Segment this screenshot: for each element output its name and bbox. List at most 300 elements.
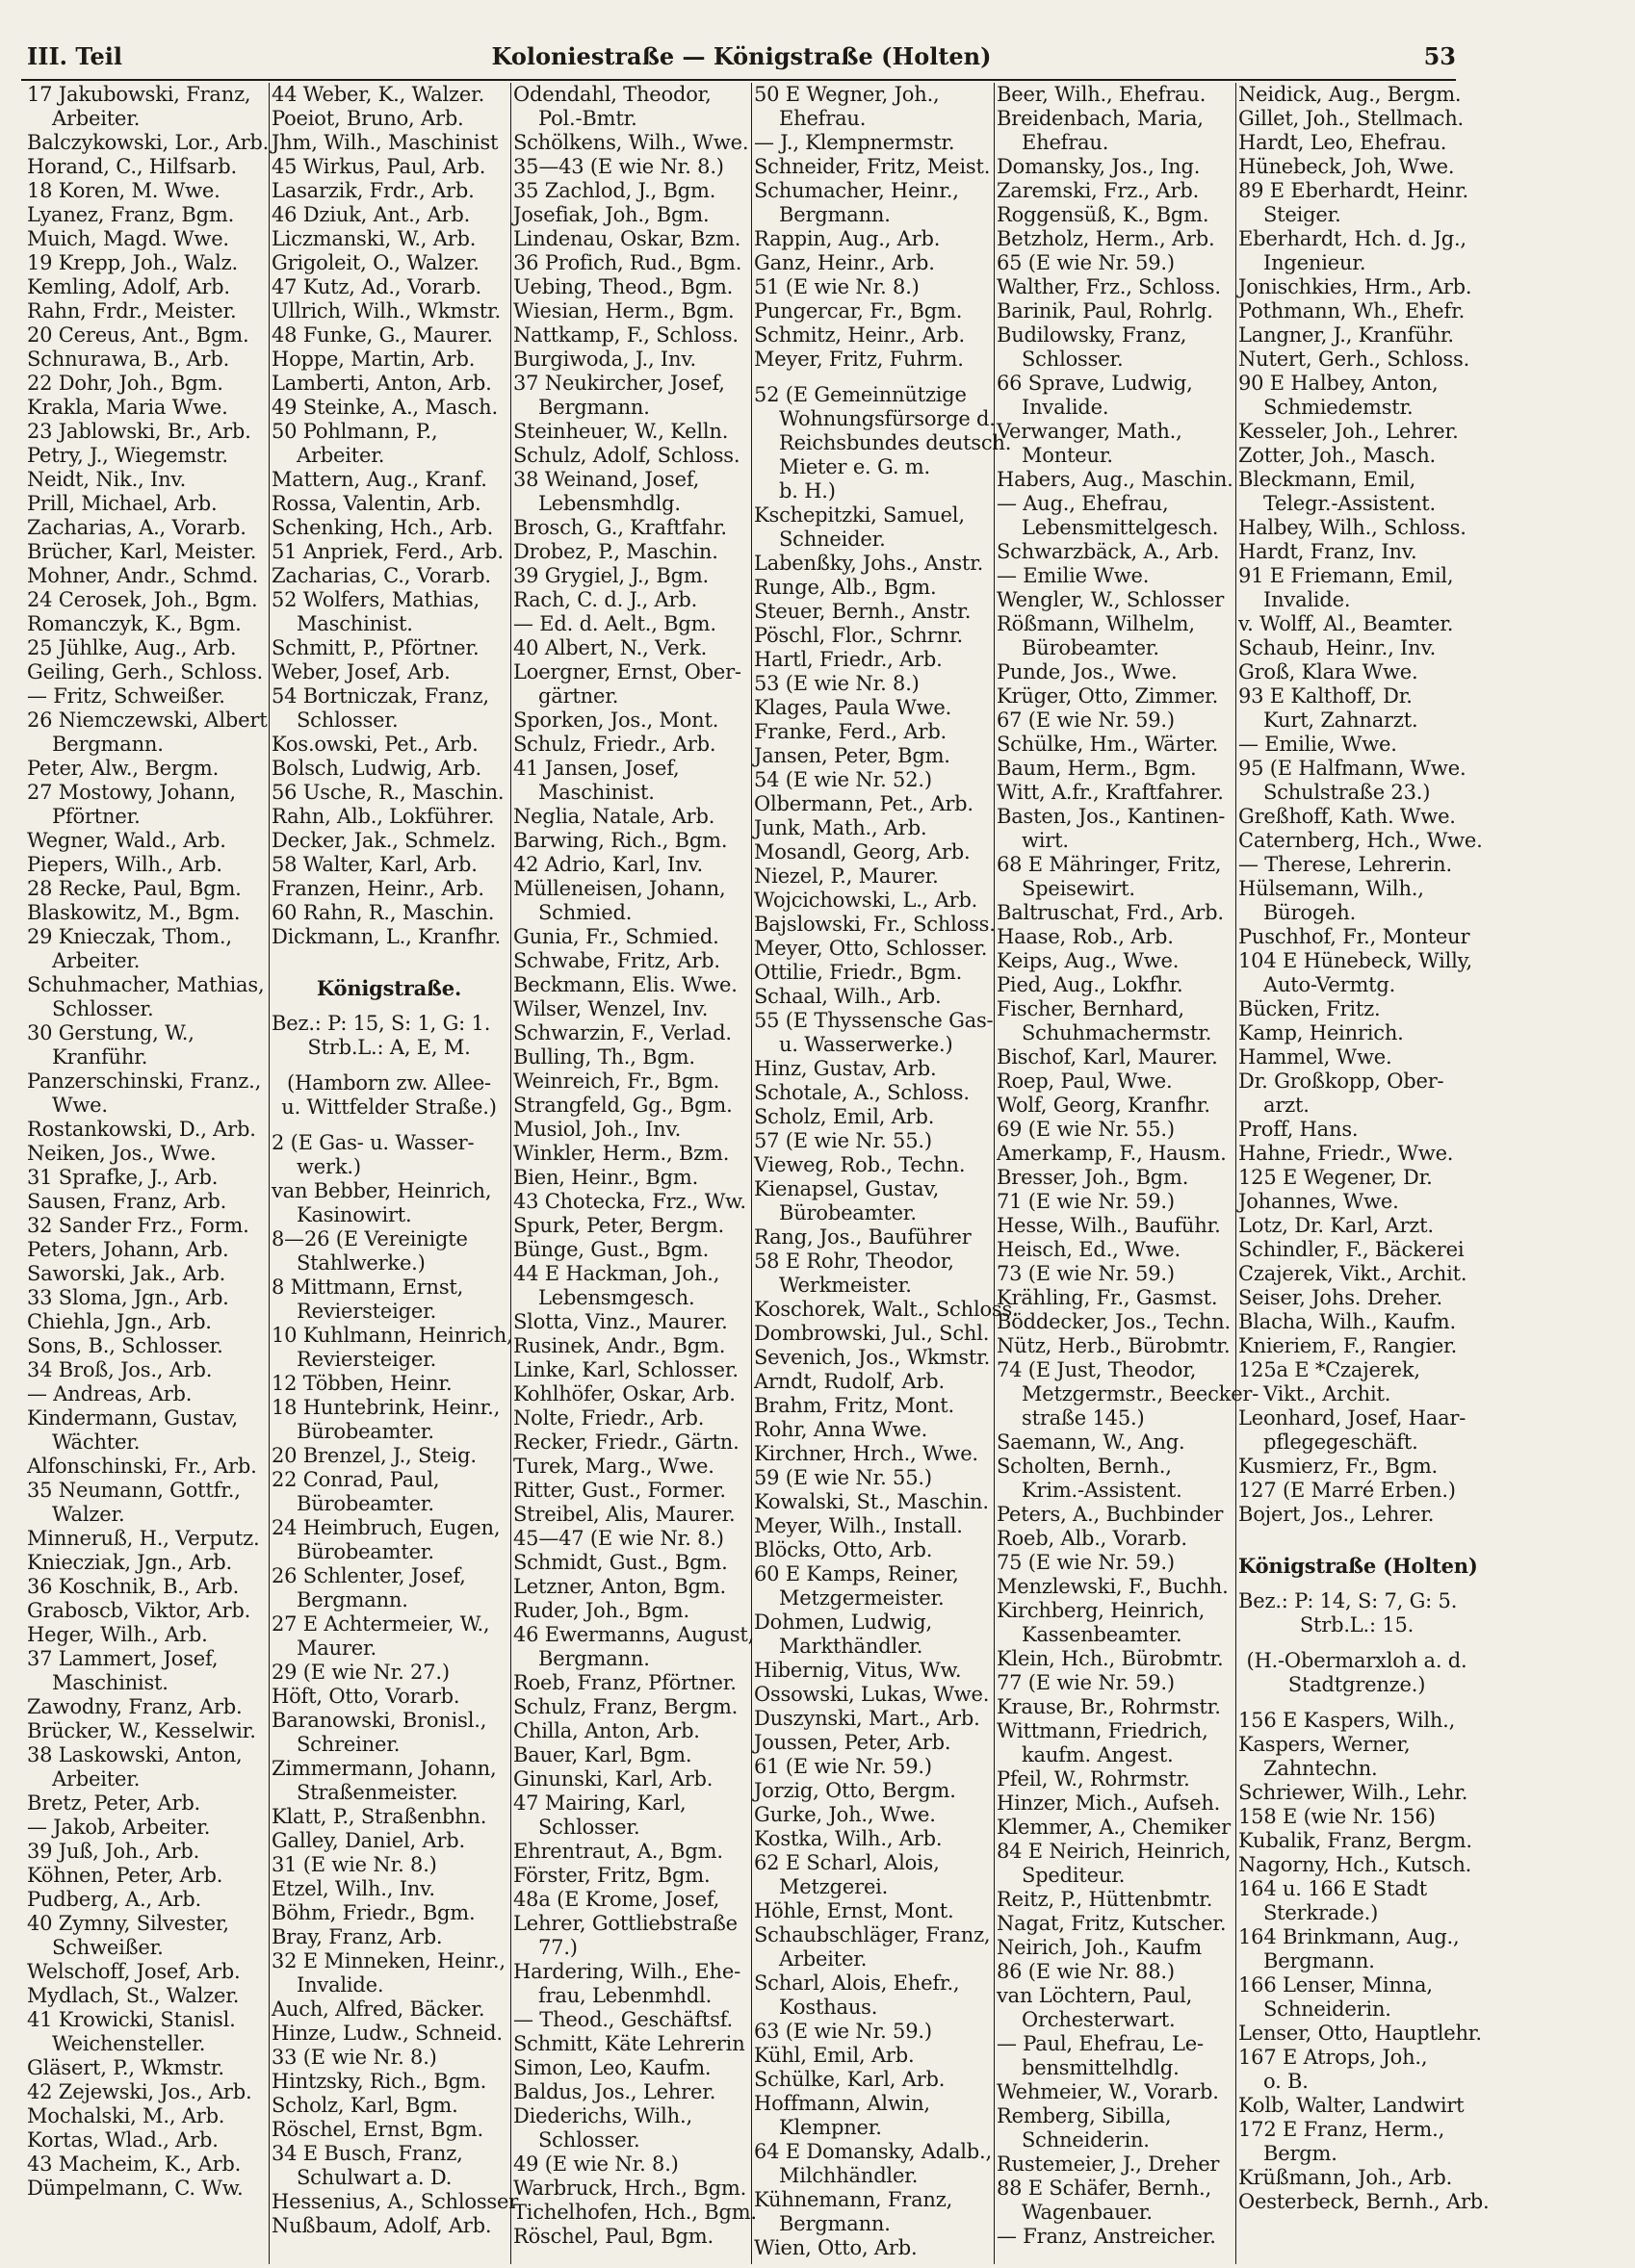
directory-entry-line: gärtner. [538,684,619,708]
directory-entry-line: 20 Cereus, Ant., Bgm. [27,323,249,347]
directory-entry-line: werk.) [297,1155,361,1178]
directory-entry-line: 64 E Domansky, Adalb., [754,2140,993,2163]
directory-entry-line: Meyer, Wilh., Install. [754,1514,963,1537]
directory-entry-line: Mohner, Andr., Schmd. [27,564,259,587]
directory-entry-line: Nütz, Herb., Bürobmtr. [997,1334,1231,1357]
directory-entry-line: — Paul, Ehefrau, Le- [997,2032,1204,2055]
directory-entry-line: Bulling, Th., Bgm. [513,1045,695,1069]
directory-entry-line: — Aug., Ehefrau, [997,492,1169,515]
directory-entry-line: Schmied. [538,901,633,924]
directory-entry-line: 93 E Kalthoff, Dr. [1238,684,1413,708]
directory-entry-line: Kassenbeamter. [1022,1623,1182,1646]
directory-entry-line: Röschel, Paul, Bgm. [513,2225,714,2248]
directory-entry-line: 39 Grygiel, J., Bgm. [513,564,710,587]
directory-entry-line: o. B. [1263,2070,1309,2093]
directory-entry-line: Schuhmachermstr. [1022,1021,1212,1044]
directory-entry-line: Hintzsky, Rich., Bgm. [272,2070,487,2093]
directory-entry-line: 35 Neumann, Gottfr., [27,1479,241,1502]
directory-entry-line: 58 Walter, Karl, Arb. [272,853,478,876]
directory-entry-line: Krähling, Fr., Gasmst. [997,1286,1218,1309]
directory-entry-line: Streibel, Alis, Maurer. [513,1503,736,1526]
directory-entry-line: Recker, Friedr., Gärtn. [513,1430,740,1454]
directory-entry-line: Schulz, Franz, Bergm. [513,1695,739,1718]
directory-entry-line: Wengler, W., Schlosser [997,588,1225,611]
directory-entry-line: Arbeiter. [52,1767,141,1791]
directory-entry-line: Auch, Alfred, Bäcker. [272,1997,485,2021]
directory-entry-line: Keips, Aug., Wwe. [997,949,1180,972]
directory-entry-line: Krüßmann, Joh., Arb. [1238,2166,1453,2189]
directory-entry-line: Sons, B., Schlosser. [27,1334,223,1357]
directory-entry-line: Bien, Heinr., Bgm. [513,1166,699,1189]
directory-entry-line: Meyer, Fritz, Fuhrm. [754,348,964,371]
directory-entry-line: Breidenbach, Maria, [997,107,1204,130]
directory-entry-line: Barwing, Rich., Bgm. [513,829,728,852]
directory-entry-line: Roeb, Alb., Vorarb. [997,1527,1187,1550]
directory-entry-line: Koschorek, Walt., Schloss. [754,1298,1019,1321]
directory-entry-line: Domansky, Jos., Ing. [997,155,1201,178]
directory-entry-line: 39 Juß, Joh., Arb. [27,1840,200,1863]
directory-entry-line: Kirchner, Hrch., Wwe. [754,1442,978,1465]
directory-entry-line: Zahntechn. [1263,1757,1378,1780]
directory-entry-line: Letzner, Anton, Bgm. [513,1575,727,1598]
directory-entry-line: Kindermann, Gustav, [27,1406,238,1430]
column-5 [995,83,1259,2264]
directory-entry-line: Jansen, Peter, Bgm. [754,744,950,767]
directory-entry-line: 125 E Wegener, Dr. [1238,1166,1433,1189]
directory-entry-line: Gurke, Joh., Wwe. [754,1803,936,1826]
directory-entry-line: Kranführ. [52,1045,148,1069]
directory-entry-line: 51 Anpriek, Ferd., Arb. [272,540,504,563]
column-3 [511,83,757,2264]
directory-entry-line: 104 E Hünebeck, Willy, [1238,949,1472,972]
directory-entry-line: Baltruschat, Frd., Arb. [997,901,1224,924]
directory-entry-line: 91 E Friemann, Emil, [1238,564,1454,587]
directory-entry-line: Klatt, P., Straßenbhn. [272,1805,487,1828]
directory-entry-line: Orchesterwart. [1022,2008,1176,2031]
directory-entry-line: Rohr, Anna Wwe. [754,1418,928,1441]
directory-entry-line: 34 Broß, Jos., Arb. [27,1358,213,1381]
directory-entry-line: Spediteur. [1022,1864,1126,1887]
directory-entry-line: Bray, Franz, Arb. [272,1925,443,1948]
directory-entry-line: Lotz, Dr. Karl, Arzt. [1238,1214,1434,1237]
directory-entry-line: 73 (E wie Nr. 59.) [997,1262,1175,1285]
directory-entry-line: Bischof, Karl, Maurer. [997,1045,1218,1069]
directory-entry-line: Hülsemann, Wilh., [1238,877,1424,900]
directory-entry-line: Menzlewski, F., Buchh. [997,1575,1229,1598]
directory-entry-line: 41 Krowicki, Stanisl. [27,2008,236,2031]
directory-entry-line: Rostankowski, D., Arb. [27,1118,256,1141]
directory-entry-line: Knieriem, F., Rangier. [1238,1334,1458,1357]
directory-entry-line: Prill, Michael, Arb. [27,492,218,515]
directory-entry-line: Schulz, Friedr., Arb. [513,733,716,756]
directory-entry-line: Langner, J., Kranführ. [1238,323,1454,347]
directory-entry-line: Steiger. [1263,203,1341,226]
directory-entry-line: Böhm, Friedr., Bgm. [272,1901,476,1924]
directory-entry-line: Röschel, Ernst, Bgm. [272,2118,483,2141]
directory-entry-line: Schneider, Fritz, Meist. [754,155,991,178]
directory-entry-line: Steuer, Bernh., Anstr. [754,600,972,623]
directory-entry-line: Minneruß, H., Verputz. [27,1527,260,1550]
directory-entry-line: 40 Zymny, Silvester, [27,1912,229,1935]
directory-entry-line: Schmidt, Gust., Bgm. [513,1551,728,1574]
directory-entry-line: 95 (E Halfmann, Wwe. [1238,757,1466,780]
directory-entry-line: 37 Lammert, Josef, [27,1647,219,1670]
directory-entry-line: 29 (E wie Nr. 27.) [272,1661,450,1684]
directory-entry-line: Scholz, Karl, Bgm. [272,2094,458,2117]
directory-entry-line: Sporken, Jos., Mont. [513,709,719,732]
directory-entry-line: Markthändler. [779,1635,923,1658]
directory-entry-line: Strangfeld, Gg., Bgm. [513,1094,733,1117]
directory-entry-line: Hinz, Gustav, Arb. [754,1057,937,1080]
directory-entry-line: Bergm. [1263,2142,1337,2165]
directory-entry-line: Schuhmacher, Mathias, [27,973,265,996]
directory-entry-line: 49 (E wie Nr. 8.) [513,2152,679,2176]
directory-entry-line: 52 (E Gemeinnützige [754,383,967,406]
directory-entry-line: 31 Sprafke, J., Arb. [27,1166,219,1189]
directory-entry-line: Mülleneisen, Johann, [513,877,726,900]
directory-entry-line: Bleckmann, Emil, [1238,468,1416,491]
blank-line [272,1000,506,1012]
directory-entry-line: Punde, Jos., Wwe. [997,660,1178,683]
directory-entry-line: Dümpelmann, C. Ww. [27,2177,244,2200]
directory-entry-line: Mattern, Aug., Kranf. [272,468,487,491]
directory-entry-line: Kusmierz, Fr., Bgm. [1238,1455,1439,1478]
directory-entry-line: 90 E Halbey, Anton, [1238,372,1439,395]
directory-entry-line: Lyanez, Franz, Bgm. [27,203,235,226]
directory-entry-line: Invalide. [297,1973,384,1997]
directory-entry-line: 47 Mairing, Karl, [513,1791,687,1815]
directory-entry-line: Mochalski, M., Arb. [27,2104,225,2127]
directory-entry-line: 164 Brinkmann, Aug., [1238,1925,1460,1948]
directory-entry-line: Schnurawa, B., Arb. [27,348,230,371]
directory-entry-line: 43 Chotecka, Frz., Ww. [513,1190,746,1213]
directory-entry-line: 32 E Minneken, Heinr., [272,1949,506,1972]
column-1 [25,83,270,2264]
directory-entry-line: 50 E Wegner, Joh., [754,83,940,106]
directory-entry-line: 54 (E wie Nr. 52.) [754,768,932,791]
directory-entry-line: Mydlach, St., Walzer. [27,1984,240,2007]
directory-entry-line: Ottilie, Friedr., Bgm. [754,961,963,984]
directory-entry-line: Jorzig, Otto, Bergm. [754,1779,956,1802]
directory-entry-line: Neidick, Aug., Bergm. [1238,83,1462,106]
directory-entry-line: Ossowski, Lukas, Wwe. [754,1683,990,1706]
directory-entry-line: 74 (E Just, Theodor, [997,1358,1197,1381]
directory-entry-line: Bergmann. [52,733,164,756]
directory-entry-line: Schmiedemstr. [1263,396,1414,419]
directory-entry-line: Loergner, Ernst, Ober- [513,660,741,683]
directory-entry-line: Olbermann, Pet., Arb. [754,792,973,815]
directory-entry-line: Schwarzin, F., Verlad. [513,1021,732,1044]
directory-entry-line: Peters, A., Buchbinder [997,1503,1224,1526]
directory-entry-line: Pförtner. [52,805,141,828]
directory-entry-line: Hibernig, Vitus, Ww. [754,1659,962,1682]
directory-entry-line: 45—47 (E wie Nr. 8.) [513,1527,724,1550]
directory-entry-line: Franke, Ferd., Arb. [754,720,947,743]
directory-entry-line: 43 Macheim, K., Arb. [27,2152,242,2176]
directory-entry-line: Klemmer, A., Chemiker [997,1816,1232,1839]
directory-entry-line: Neglia, Natale, Arb. [513,805,715,828]
directory-entry-line: v. Wolff, Al., Beamter. [1238,612,1454,635]
directory-entry-line: Chiehla, Jgn., Arb. [27,1310,212,1333]
directory-entry-line: Brosch, G., Kraftfahr. [513,516,727,539]
directory-entry-line: Diederichs, Wilh., [513,2104,692,2127]
directory-entry-line: Habers, Aug., Maschin. [997,468,1233,491]
directory-entry-line: 158 E (wie Nr. 156) [1238,1805,1436,1828]
directory-entry-line: Schumacher, Heinr., [754,179,959,202]
blank-line [1238,1538,1475,1550]
directory-entry-line: Czajerek, Vikt., Archit. [1238,1262,1467,1285]
directory-entry-line: Rößmann, Wilhelm, [997,612,1195,635]
directory-entry-line: 23 Jablowski, Br., Arb. [27,420,251,443]
directory-entry-line: Turek, Marg., Wwe. [513,1455,714,1478]
directory-entry-line: Bez.: P: 15, S: 1, G: 1. [272,1012,491,1035]
directory-entry-line: 49 Steinke, A., Masch. [272,396,498,419]
directory-entry-line: 63 (E wie Nr. 59.) [754,2020,932,2043]
directory-entry-line: Rossa, Valentin, Arb. [272,492,481,515]
directory-entry-line: 24 Cerosek, Joh., Bgm. [27,588,258,611]
directory-entry-line: 75 (E wie Nr. 59.) [997,1551,1175,1574]
directory-entry-line: 22 Dohr, Joh., Bgm. [27,372,223,395]
directory-entry-line: Telegr.-Assistent. [1263,492,1437,515]
blank-line [1238,1697,1475,1709]
directory-entry-line: Reichsbundes deutsch. [779,431,1012,454]
directory-entry-line: Nußbaum, Adolf, Arb. [272,2214,492,2237]
directory-entry-line: 50 Pohlmann, P., [272,420,438,443]
directory-entry-line: Schriewer, Wilh., Lehr. [1238,1781,1468,1804]
directory-entry-line: Walzer. [52,1503,125,1526]
directory-entry-line: Hardt, Franz, Inv. [1238,540,1417,563]
directory-entry-line: Lamberti, Anton, Arb. [272,372,492,395]
directory-entry-line: pflegegeschäft. [1263,1430,1418,1454]
directory-entry-line: 62 E Scharl, Alois, [754,1851,940,1874]
directory-entry-line: Pöschl, Flor., Schrnr. [754,624,963,647]
directory-entry-line: 8—26 (E Vereinigte [272,1227,468,1250]
directory-entry-line: Saemann, W., Ang. [997,1430,1185,1454]
directory-entry-line: Hoppe, Martin, Arb. [272,348,476,371]
directory-entry-line: van Bebber, Heinrich, [272,1179,492,1202]
directory-entry-line: Maurer. [297,1637,377,1660]
directory-entry-line: 67 (E wie Nr. 59.) [997,709,1175,732]
directory-entry-line: Dombrowski, Jul., Schl. [754,1322,990,1345]
directory-entry-line: Wien, Otto, Arb. [754,2236,918,2259]
directory-entry-line: 20 Brenzel, J., Steig. [272,1444,477,1467]
directory-entry-line: Betzholz, Herm., Arb. [997,227,1215,250]
directory-entry-line: 8 Mittmann, Ernst, [272,1276,464,1299]
directory-entry-line: Schülke, Karl, Arb. [754,2068,946,2091]
directory-entry-line: 12 Többen, Heinr. [272,1372,453,1395]
directory-entry-line: Winkler, Herm., Bzm. [513,1142,730,1165]
directory-entry-line: Straßenmeister. [297,1781,458,1804]
directory-entry-line: 88 E Schäfer, Bernh., [997,2177,1211,2200]
directory-entry-line: Blacha, Wilh., Kaufm. [1238,1310,1456,1333]
column-4 [752,83,1019,2264]
directory-entry-line: Bürogeh. [1263,901,1357,924]
directory-entry-line: Metzgerei. [779,1875,889,1898]
directory-entry-line: Kamp, Heinrich. [1238,1021,1404,1044]
directory-entry-line: 17 Jakubowski, Franz, [27,83,251,106]
directory-entry-line: 44 E Hackman, Joh., [513,1262,720,1285]
directory-entry-line: Kniecziak, Jgn., Arb. [27,1551,233,1574]
directory-entry-line: Höft, Otto, Vorarb. [272,1685,460,1708]
directory-entry-line: Fischer, Bernhard, [997,997,1184,1020]
directory-entry-line: Brücher, Karl, Meister. [27,540,257,563]
directory-entry-line: 34 E Busch, Franz, [272,2142,463,2165]
directory-entry-line: Bolsch, Ludwig, Arb. [272,757,481,780]
directory-entry-line: Zotter, Joh., Masch. [1238,444,1436,467]
directory-entry-line: 71 (E wie Nr. 59.) [997,1190,1175,1213]
directory-entry-line: Duszynski, Mart., Arb. [754,1707,980,1730]
blank-line [272,1120,506,1131]
directory-entry-line: Schweißer. [52,1936,164,1959]
directory-entry-line: Spurk, Peter, Bergm. [513,1214,724,1237]
directory-entry-line: 164 u. 166 E Stadt [1238,1877,1428,1900]
directory-entry-line: Bojert, Jos., Lehrer. [1238,1503,1435,1526]
directory-entry-line: Arndt, Rudolf, Arb. [754,1370,945,1393]
directory-entry-line: 44 Weber, K., Walzer. [272,83,485,106]
directory-entry-line: 89 E Eberhardt, Heinr. [1238,179,1468,202]
directory-entry-line: Labenßky, Johs., Anstr. [754,552,984,575]
directory-entry-line: Ehefrau. [1022,131,1109,154]
directory-entry-line: 30 Gerstung, W., [27,1021,195,1044]
directory-entry-line: Franzen, Heinr., Arb. [272,877,484,900]
directory-entry-line: Schulz, Adolf, Schloss. [513,444,740,467]
directory-entry-line: Mosandl, Georg, Arb. [754,840,971,863]
directory-entry-line: Wegner, Wald., Arb. [27,829,226,852]
directory-entry-line: Amerkamp, F., Hausm. [997,1142,1227,1165]
directory-entry-line: Stadtgrenze.) [1287,1673,1426,1696]
directory-entry-line: Pungercar, Fr., Bgm. [754,299,963,322]
directory-entry-line: Chilla, Anton, Arb. [513,1719,700,1742]
directory-entry-line: Weinreich, Fr., Bgm. [513,1070,720,1093]
directory-entry-line: — Ed. d. Aelt., Bgm. [513,612,716,635]
directory-entry-line: Rusinek, Andr., Bgm. [513,1334,726,1357]
directory-entry-line: Uebing, Theod., Bgm. [513,275,734,298]
directory-entry-line: Schölkens, Wilh., Wwe. [513,131,749,154]
directory-entry-line: Ehrentraut, A., Bgm. [513,1840,723,1863]
directory-entry-line: Romanczyk, K., Bgm. [27,612,242,635]
blank-line [272,961,506,972]
directory-entry-line: 127 (E Marré Erben.) [1238,1479,1456,1502]
directory-entry-line: Schaubschläger, Franz, [754,1923,991,1946]
directory-entry-line: Rahn, Alb., Lokführer. [272,805,495,828]
directory-entry-line: 29 Knieczak, Thom., [27,925,232,948]
directory-entry-line: Hinze, Ludw., Schneid. [272,2022,503,2045]
directory-entry-line: Horand, C., Hilfsarb. [27,155,237,178]
page-number: 53 [1423,42,1456,70]
directory-entry-line: Schlosser. [297,709,399,732]
directory-entry-line: Beer, Wilh., Ehefrau. [997,83,1207,106]
directory-entry-line: Johannes, Wwe. [1238,1190,1399,1213]
directory-entry-line: Basten, Jos., Kantinen- [997,805,1226,828]
directory-entry-line: Budilowsky, Franz, [997,323,1187,347]
directory-entry-line: 48 Funke, G., Maurer. [272,323,493,347]
directory-entry-line: u. Wasserwerke.) [779,1033,953,1056]
directory-entry-line: Zawodny, Franz, Arb. [27,1695,243,1718]
directory-entry-line: bensmittelhdlg. [1022,2056,1180,2079]
directory-entry-line: Metzgermeister. [779,1586,945,1610]
directory-entry-line: Bürobeamter. [1022,636,1159,659]
directory-entry-line: Wojcichowski, L., Arb. [754,889,978,912]
directory-entry-line: Gunia, Fr., Schmied. [513,925,719,948]
directory-entry-line: Decker, Jak., Schmelz. [272,829,497,852]
directory-entry-line: Ritter, Gust., Former. [513,1479,726,1502]
directory-entry-line: Schaub, Heinr., Inv. [1238,636,1437,659]
directory-entry-line: Saworski, Jak., Arb. [27,1262,226,1285]
directory-entry-line: 125a E *Czajerek, [1238,1358,1420,1381]
directory-entry-line: Kubalik, Franz, Bergm. [1238,1829,1472,1852]
directory-entry-line: Hardering, Wilh., Ehe- [513,1960,740,1983]
directory-entry-line: Bürobeamter. [297,1420,434,1443]
directory-entry-line: Reviersteiger. [297,1300,437,1323]
directory-entry-line: Schmitt, Käte Lehrerin [513,2032,745,2055]
directory-entry-line: Strb.L.: A, E, M. [307,1036,471,1059]
directory-entry-line: 54 Bortniczak, Franz, [272,684,489,708]
directory-entry-line: Hesse, Wilh., Bauführ. [997,1214,1221,1237]
directory-entry-line: Bürobeamter. [297,1540,434,1563]
directory-entry-line: Galley, Daniel, Arb. [272,1829,465,1852]
directory-entry-line: 172 E Franz, Herm., [1238,2118,1445,2141]
directory-entry-line: Kosthaus. [779,1996,878,2019]
directory-entry-line: Burgiwoda, J., Inv. [513,348,696,371]
directory-entry-line: 25 Jühlke, Aug., Arb. [27,636,237,659]
directory-entry-line: 36 Koschnik, B., Arb. [27,1575,240,1598]
directory-entry-line: Kos.owski, Pet., Arb. [272,733,479,756]
directory-entry-line: Puschhof, Fr., Monteur [1238,925,1470,948]
directory-entry-line: Kortas, Wlad., Arb. [27,2128,219,2152]
directory-entry-line: Schneiderin. [1022,2128,1150,2152]
directory-entry-line: — Emilie, Wwe. [1238,733,1397,756]
directory-entry-line: Witt, A.fr., Kraftfahrer. [997,781,1224,804]
directory-entry-line: Halbey, Wilh., Schloss. [1238,516,1466,539]
directory-entry-line: Reitz, P., Hüttenbmtr. [997,1888,1213,1911]
directory-entry-line: Baldus, Jos., Lehrer. [513,2080,716,2103]
directory-entry-line: Junk, Math., Arb. [754,816,927,839]
directory-entry-line: Oesterbeck, Bernh., Arb. [1238,2190,1490,2213]
directory-entry-line: Krüger, Otto, Zimmer. [997,684,1219,708]
directory-entry-line: Rappin, Aug., Arb. [754,227,941,250]
directory-entry-line: 31 (E wie Nr. 8.) [272,1853,437,1876]
directory-entry-line: Lindenau, Oskar, Bzm. [513,227,741,250]
directory-entry-line: 45 Wirkus, Paul, Arb. [272,155,486,178]
directory-entry-line: Invalide. [1022,396,1109,419]
directory-entry-line: Bücken, Fritz. [1238,997,1381,1020]
directory-entry-line: Vikt., Archit. [1263,1382,1391,1405]
directory-entry-line: 27 Mostowy, Johann, [27,781,236,804]
directory-entry-line: Maschinist. [52,1671,169,1694]
directory-entry-line: Roggensüß, K., Bgm. [997,203,1209,226]
directory-entry-line: Haase, Rob., Arb. [997,925,1174,948]
directory-entry-line: Schenking, Hch., Arb. [272,516,494,539]
directory-entry-line: Hahne, Friedr., Wwe. [1238,1142,1454,1165]
directory-entry-line: Ingenieur. [1263,251,1366,274]
directory-entry-line: Schneiderin. [1263,1997,1391,2021]
directory-entry-line: Eberhardt, Hch. d. Jg., [1238,227,1466,250]
directory-entry-line: Baum, Herm., Bgm. [997,757,1197,780]
directory-entry-line: Maschinist. [538,781,655,804]
directory-entry-line: Peter, Alw., Bergm. [27,757,220,780]
directory-entry-line: — Therese, Lehrerin. [1238,853,1452,876]
directory-entry-line: 56 Usche, R., Maschin. [272,781,505,804]
part-label: III. Teil [27,42,122,70]
directory-entry-line: Reviersteiger. [297,1348,437,1371]
directory-entry-line: Gläsert, P., Wkmstr. [27,2056,224,2079]
directory-entry-line: kaufm. Angest. [1022,1743,1174,1766]
directory-entry-line: 33 (E wie Nr. 8.) [272,2046,437,2069]
blank-line [1238,1578,1475,1589]
directory-entry-line: Schulwart a. D. [297,2166,453,2189]
directory-entry-line: — Jakob, Arbeiter. [27,1816,211,1839]
directory-entry-line: Bürobeamter. [297,1492,434,1515]
